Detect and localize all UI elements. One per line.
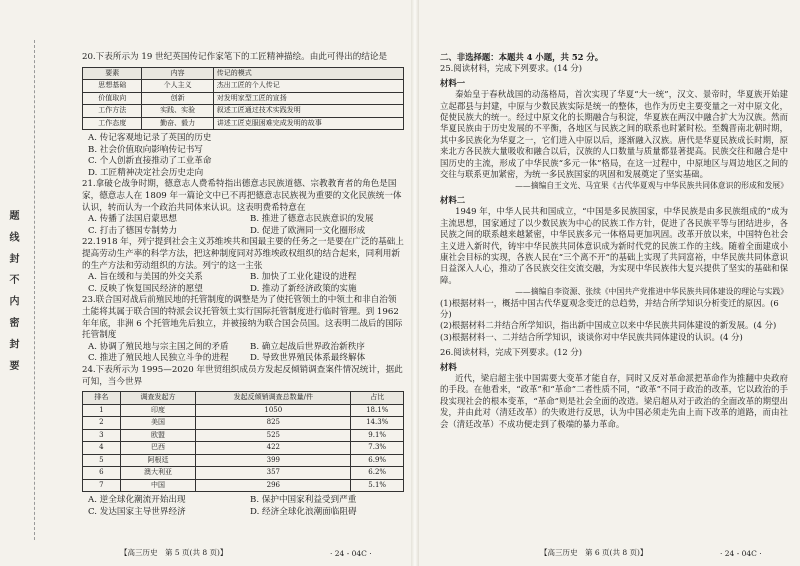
option-a: A. 旨在缓和与美国的外交关系	[88, 272, 203, 283]
binding-line	[34, 40, 35, 540]
table-cell: 工作态度	[83, 117, 142, 130]
option-b: B. 确立起战后世界政治新秩序	[250, 341, 365, 352]
table-cell: 422	[196, 442, 351, 455]
table-header-row	[83, 67, 404, 80]
option-b: B. 加快了工业化建设的进程	[250, 272, 357, 283]
option-c: C. 发达国家主导世界经济	[88, 506, 186, 517]
table-row	[83, 117, 404, 130]
table-row	[83, 454, 404, 467]
table-header-row	[83, 392, 404, 405]
table-cell: 中国	[120, 479, 195, 492]
right-page	[420, 0, 800, 566]
table-cell: 印度	[120, 404, 195, 417]
table-cell: 勤奋、毅力	[142, 117, 213, 130]
table-cell: 1	[83, 404, 121, 417]
question-20-table	[82, 67, 404, 131]
question-25-part-1: (1)根据材料一，概括中国古代华夏观念变迁的总趋势，并结合所学知识分析变迁的原因。(6 分)	[440, 297, 779, 319]
table-cell: 欧盟	[120, 429, 195, 442]
binding-margin-text: 题 线 封 不 内 密 封 要	[7, 210, 18, 375]
question-21-stem: 21.拿破仑战争时期，德意志人费希特指出德意志民族道德、宗教教育者的角色是国家，德意志人在 1809 年一篇论文中已不再把德意志民族视为重要的文化民族统一体认识，转而认为一个政治共同体来认识。这表明费希特意在	[82, 179, 402, 213]
table-row	[83, 442, 404, 455]
page-footer: 【高三历史 第 5 页(共 8 页)】	[120, 548, 228, 557]
table-header: 占比	[351, 392, 404, 405]
material-1-label: 材料一	[440, 77, 466, 88]
left-content	[82, 52, 404, 518]
section-title: 二、非选择题：本题共 4 小题，共 52 分。	[440, 52, 604, 62]
table-cell: 2	[83, 417, 121, 430]
option-d: D. 推动了新经济政策的实施	[250, 283, 357, 294]
question-25-part-3: (3)根据材料一、二并结合所学知识，谈谈你对中华民族共同体建设的认识。(4 分)	[440, 331, 743, 342]
table-cell: 讲述工匠克服困难完成发明的故事	[213, 117, 403, 130]
option-b: B. 推进了德意志民族意识的发展	[250, 214, 374, 225]
table-cell: 思想基础	[83, 80, 142, 93]
option-c: C. 个人创新直接推动了工业革命	[88, 156, 212, 167]
table-cell: 叙述工匠通过技术实践发明	[213, 105, 403, 118]
right-content	[440, 52, 788, 430]
option-d: D. 经济全球化浪潮面临阻碍	[250, 506, 357, 517]
option-a: A. 传播了法国启蒙思想	[88, 214, 178, 225]
option-c: C. 推进了殖民地人民独立斗争的进程	[88, 353, 229, 364]
table-cell: 5.1%	[351, 479, 404, 492]
page-code: · 24 - 04C ·	[330, 549, 372, 558]
table-header: 发起反倾销调查总数量/件	[196, 392, 351, 405]
material-2-text: 1949 年，中华人民共和国成立，“中国是多民族国家，中华民族是由多民族组成的”成为主流思想，国家通过了以少数民族为中心的民族工作方针，促进了各民族平等与团结进步，各民族之间的联系越来越紧密，中华民族多元一体格局更加巩固。改革开放以来，中国特色社会主义进入新时代，铸牢中华民族共同体意识成为新时代党的民族工作的主线。随着全面建成小康社会目标的实现，各族人民在“三个离不开”的基础上实现了共同富裕，中华民族共同体意识日益深入人心，推动了各民族交往交流交融，为实现中华民族伟大复兴提供了坚实的基础和保障。	[440, 206, 788, 285]
question-22	[82, 237, 404, 295]
option-a: A. 逆全球化潮流开始出现	[88, 495, 186, 506]
table-cell: 5	[83, 454, 121, 467]
option-d: D. 促进了欧洲同一文化圈形成	[250, 225, 366, 236]
question-24	[82, 365, 404, 518]
table-cell: 6	[83, 467, 121, 480]
option-d: D. 工匠精神决定社会历史走向	[88, 167, 204, 178]
question-23-stem: 23.联合国对战后前殖民地的托管制度的调整是为了使托管领土的中领土和非自治领土能将其属于联合国的特派会议托管领土实行国际托管制度进行临时管理。到 1962 年年底，非洲 6 个托管地先后独立，并被接纳为联合国会员国。这表明二战后的国际托管制度	[82, 295, 403, 341]
option-d: D. 导致世界殖民体系最终解体	[250, 353, 366, 364]
table-row	[83, 479, 404, 492]
table-row	[83, 417, 404, 430]
table-cell: 工作方法	[83, 105, 142, 118]
table-cell: 9.1%	[351, 429, 404, 442]
question-25-stem: 25.阅读材料，完成下列要求。(14 分)	[440, 63, 583, 74]
question-25-part-2: (2)根据材料二并结合所学知识，指出新中国成立以来中华民族共同体建设的新发展。(4 分)	[440, 320, 777, 331]
table-header: 内容	[142, 67, 213, 80]
option-a: A. 协调了殖民地与宗主国之间的矛盾	[88, 341, 229, 352]
table-header: 排名	[83, 392, 121, 405]
question-24-options	[82, 495, 404, 518]
table-row	[83, 80, 404, 93]
table-cell: 525	[196, 429, 351, 442]
question-20-stem: 20.下表所示为 19 世纪英国传记作家笔下的工匠精神描绘。由此可得出的结论是	[82, 52, 388, 62]
option-b: B. 保护中国家利益受到严重	[250, 495, 357, 506]
option-b: B. 社会价值取向影响传记书写	[88, 144, 203, 155]
table-cell: 对发明家型工匠的宣扬	[213, 92, 403, 105]
question-24-stem: 24.下表所示为 1995—2020 年世贸组织成员方发起反倾销调查案件情况统计，据此可知，当今世界	[82, 364, 403, 387]
table-cell: 创新	[142, 92, 213, 105]
table-row	[83, 105, 404, 118]
table-row	[83, 92, 404, 105]
material-1-text: 秦始皇于春秋战国的动荡格局，首次实现了华夏“大一统”，汉文、景帝时，华夏族开始建立起郡县与封建，中原与少数民族实际是统一的整体，也作为历史主要变量之一对中原文化，促使民族大的统一。经过中原文化的长期融合与积淀，华夏族在两汉中融合扩大为汉族。然而华夏民族由于历史发展的不平衡，各地区与民族之间的联系也时紧时松。至魏晋南北朝时期，其中多民族化为华夏之一，它们进入中原以后，逐渐融入汉族。唐代是华夏民族成长时期，原来北方各民族大量吸收和融合以后，汉族的人口数量与质量都显著提高。民族交往和融合是中国历史的主流，形成了中华民族“多元一体”格局，在这一过程中，中原地区与周边地区之间的交往与联系更加紧密，为统一多民族国家的巩固和发展奠定了坚实基础。	[440, 89, 788, 180]
material-text: 近代，梁启超主张中国需要大变革才能自存，同时又反对革命派把革命作为推翻中央政府的手段。在他看来，“政革”和“革命”二者性质不同，“政革”不同于政治的改革，它以政治的手段实现社会的根本变革，“革命”则是社会全面的改造。梁启超从对于政治的全面改革的期望出发，并由此对（清廷改革）的失败进行反思，认为中国必须走先由上而下改革的道路，而由社会（清廷改革）不成功便走到了极端的暴力革命。	[440, 372, 788, 429]
material-label: 材料	[440, 361, 457, 372]
question-23	[82, 295, 404, 365]
option-c: C. 反映了恢复国民经济的愿望	[88, 283, 203, 294]
table-cell: 4	[83, 442, 121, 455]
table-cell: 399	[196, 454, 351, 467]
option-a: A. 传记客观地记录了英国的历史	[88, 133, 212, 144]
table-cell: 357	[196, 467, 351, 480]
question-21	[82, 179, 404, 237]
table-cell: 7.3%	[351, 442, 404, 455]
material-1-source: ——摘编自王文光、马宜果《古代华夏观与中华民族共同体意识的形成和发展》	[515, 181, 788, 191]
table-cell: 阿根廷	[120, 454, 195, 467]
table-cell: 杰出工匠的个人传记	[213, 80, 403, 93]
page-footer: 【高三历史 第 6 页(共 8 页)】	[540, 548, 648, 557]
table-header: 要素	[83, 67, 142, 80]
question-23-options	[82, 342, 404, 365]
table-cell: 澳大利亚	[120, 467, 195, 480]
table-cell: 美国	[120, 417, 195, 430]
question-22-options	[82, 272, 404, 295]
table-cell: 6.9%	[351, 454, 404, 467]
question-20	[82, 52, 404, 179]
table-row	[83, 404, 404, 417]
question-22-stem: 22.1918 年，列宁提到社会主义苏维埃共和国最主要的任务之一是要在广泛的基础上提高劳动生产率的科学方法，把这种制度同对苏维埃政权组织的结合起来，同利用新的生产方法和劳动组织的方法。列宁的这一主张	[82, 237, 404, 271]
question-26-stem: 26.阅读材料，完成下列要求。(12 分)	[440, 347, 583, 358]
table-header: 传记的模式	[213, 67, 403, 80]
table-cell: 18.1%	[351, 404, 404, 417]
table-cell: 个人主义	[142, 80, 213, 93]
question-21-options	[82, 214, 404, 237]
table-cell: 巴西	[120, 442, 195, 455]
option-c: C. 打击了德国专制势力	[88, 225, 178, 236]
material-2-label: 材料二	[440, 194, 466, 205]
table-cell: 价值取向	[83, 92, 142, 105]
table-cell: 296	[196, 479, 351, 492]
page-fold	[411, 0, 419, 566]
table-cell: 3	[83, 429, 121, 442]
table-cell: 实践、实验	[142, 105, 213, 118]
table-row	[83, 467, 404, 480]
table-cell: 825	[196, 417, 351, 430]
table-cell: 6.2%	[351, 467, 404, 480]
question-20-options	[82, 133, 404, 179]
table-cell: 14.3%	[351, 417, 404, 430]
table-cell: 1050	[196, 404, 351, 417]
page-code: · 24 - 04C ·	[720, 549, 762, 558]
question-24-table	[82, 391, 404, 492]
table-cell: 7	[83, 479, 121, 492]
material-2-source: ——摘编自李资源、张续《中国共产党推进中华民族共同体建设的理论与实践》	[515, 287, 788, 297]
table-row	[83, 429, 404, 442]
table-header: 调查发起方	[120, 392, 195, 405]
